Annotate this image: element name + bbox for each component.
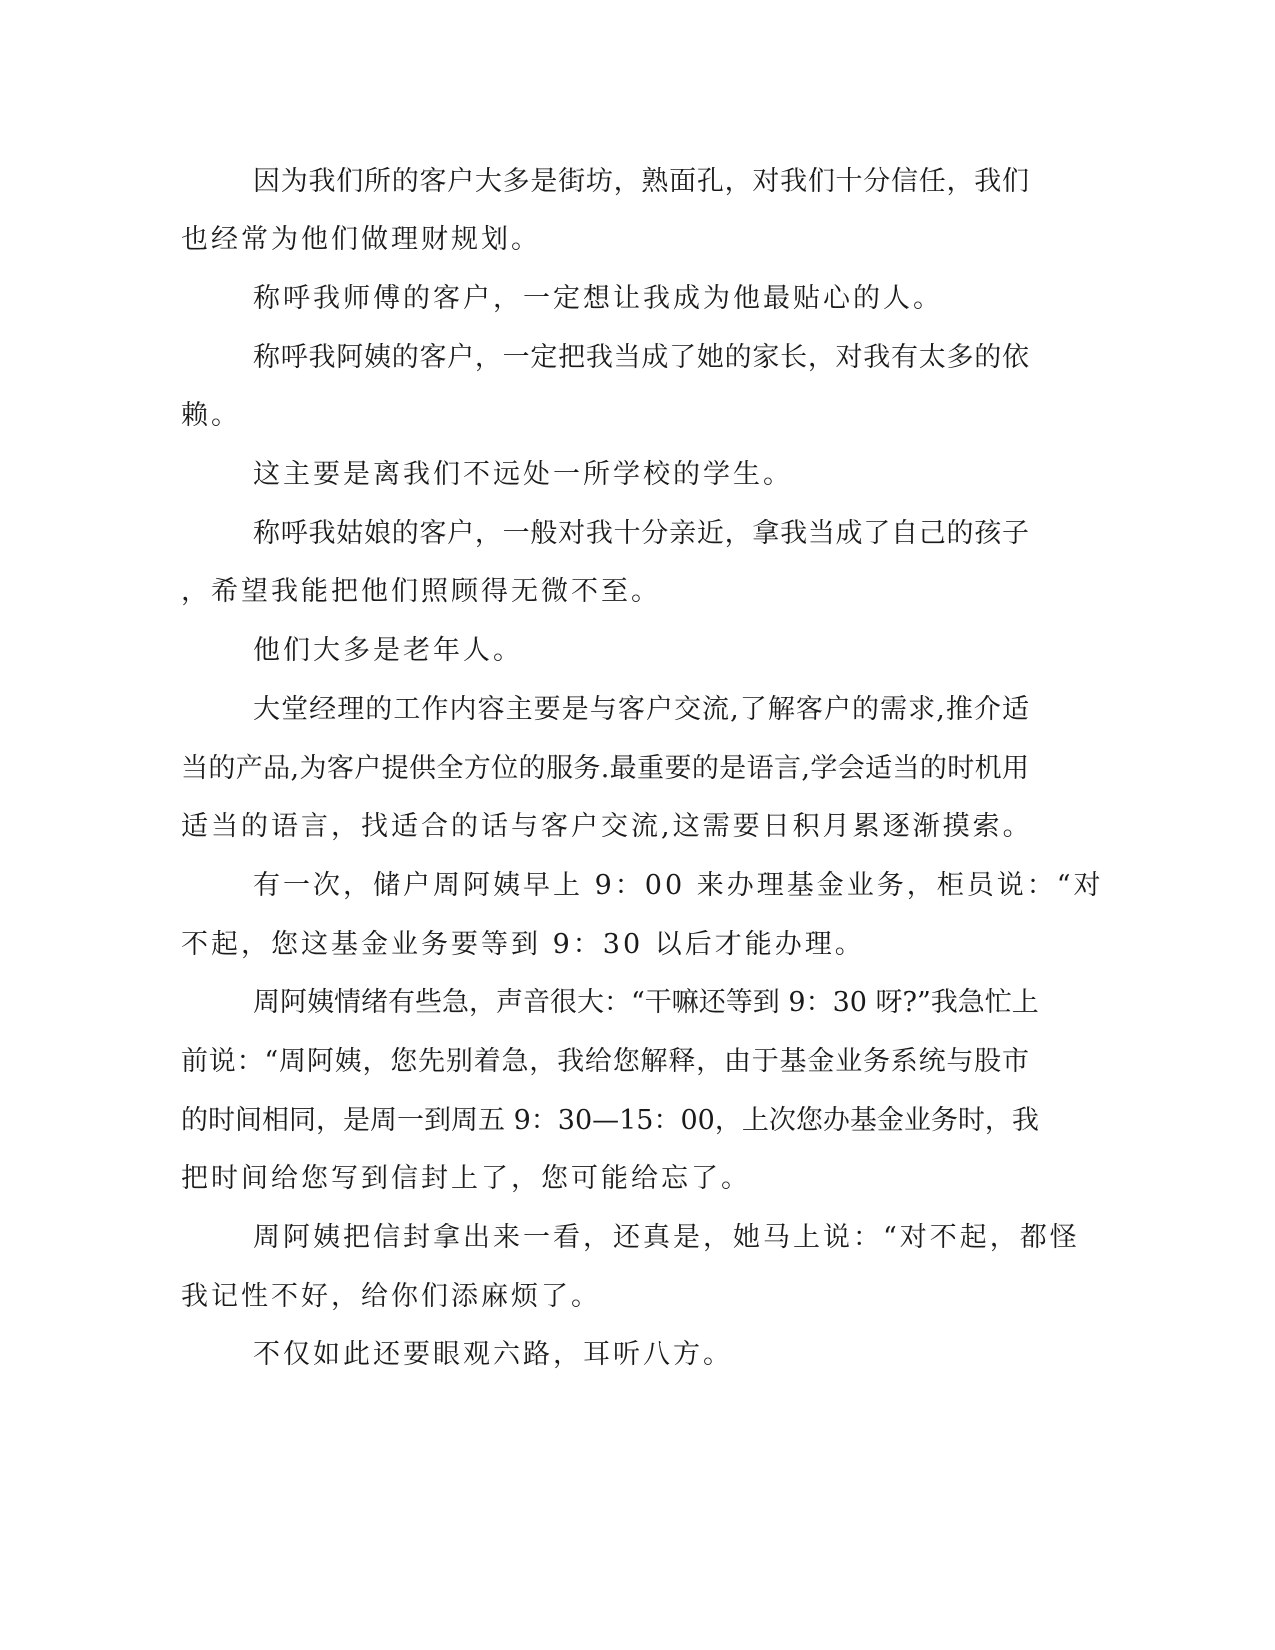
text-line: 适当的语言，找适合的话与客户交流,这需要日积月累逐渐摸索。: [181, 811, 1033, 842]
text-line: 赖。: [181, 400, 241, 431]
text-line: 不仅如此还要眼观六路，耳听八方。: [253, 1339, 733, 1370]
text-line: 的时间相同，是周一到周五 9：30—15：00，上次您办基金业务时，我: [181, 1105, 1039, 1136]
text-line: 我记性不好，给你们添麻烦了。: [181, 1281, 601, 1312]
text-line: 称呼我姑娘的客户，一般对我十分亲近，拿我当成了自己的孩子: [253, 518, 1029, 549]
text-line: 周阿姨把信封拿出来一看，还真是，她马上说：“对不起，都怪: [253, 1222, 1080, 1253]
text-line: 因为我们所的客户大多是街坊，熟面孔，对我们十分信任，我们: [253, 166, 1029, 197]
text-line: 称呼我师傅的客户，一定想让我成为他最贴心的人。: [253, 283, 943, 314]
text-line: 这主要是离我们不远处一所学校的学生。: [253, 459, 793, 490]
text-line: 大堂经理的工作内容主要是与客户交流,了解客户的需求,推介适: [253, 694, 1029, 725]
text-line: 有一次，储户周阿姨早上 9：00 来办理基金业务，柜员说：“对: [253, 870, 1104, 901]
text-line: 当的产品,为客户提供全方位的服务.最重要的是语言,学会适当的时机用: [181, 753, 1029, 784]
text-line: 把时间给您写到信封上了，您可能给忘了。: [181, 1163, 751, 1194]
text-line: 前说：“周阿姨，您先别着急，我给您解释，由于基金业务系统与股市: [181, 1046, 1029, 1077]
text-line: 他们大多是老年人。: [253, 635, 523, 666]
text-line: 不起，您这基金业务要等到 9：30 以后才能办理。: [181, 929, 865, 960]
text-line: 称呼我阿姨的客户，一定把我当成了她的家长，对我有太多的依: [253, 342, 1029, 373]
text-line: 周阿姨情绪有些急，声音很大：“干嘛还等到 9：30 呀?”我急忙上: [253, 987, 1039, 1018]
text-line: 也经常为他们做理财规划。: [181, 224, 541, 255]
text-line: ，希望我能把他们照顾得无微不至。: [181, 576, 661, 607]
